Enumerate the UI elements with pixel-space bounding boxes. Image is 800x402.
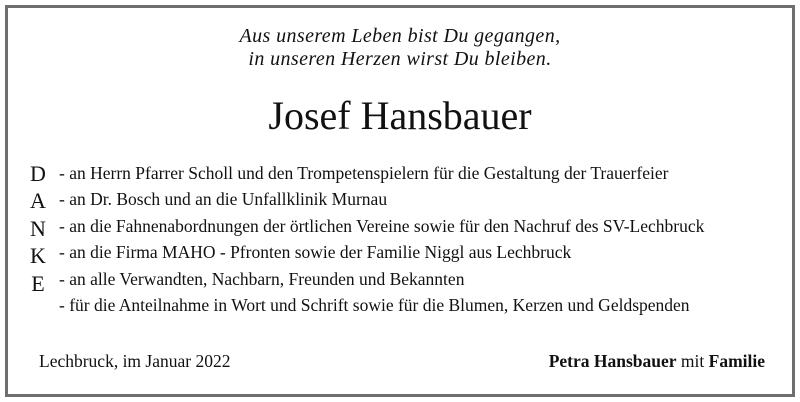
thanks-item: - an Dr. Bosch und an die Unfallklinik Murnau: [59, 189, 388, 210]
danke-vertical: [28, 160, 48, 297]
thanks-item: - an die Firma MAHO - Pfronten sowie der Familie Niggl aus Lechbruck: [59, 242, 572, 263]
danke-letter: D: [30, 161, 46, 186]
thanks-list: [59, 160, 704, 318]
danke-letter: N: [30, 215, 46, 241]
signature-name: Petra Hansbauer: [548, 351, 677, 371]
signature-mit: mit: [680, 351, 705, 371]
thanks-item: - an die Fahnenabordnungen der örtlichen Vereine sowie für den Nachruf des SV-Lechbruck: [59, 215, 705, 236]
deceased-name: Josef Hansbauer: [268, 93, 532, 138]
obituary-card: [5, 5, 795, 397]
place-date: Lechbruck, im Januar 2022: [39, 351, 231, 371]
danke-letter: E: [31, 270, 45, 296]
thanks-item: - an alle Verwandten, Nachbarn, Freunden und Bekannten: [59, 268, 465, 289]
thanks-item: - an Herrn Pfarrer Scholl und den Trompetenspielern für die Gestaltung der Trauerfeier: [59, 163, 669, 183]
signature-family: Familie: [708, 351, 765, 371]
motto: [8, 25, 792, 71]
thanks-item: - für die Anteilnahme in Wort und Schrift sowie für die Blumen, Kerzen und Geldspenden: [59, 295, 690, 316]
motto-line-1: Aus unserem Leben bist Du gegangen,: [239, 25, 561, 47]
danke-letter: A: [30, 188, 46, 214]
motto-line-2: in unseren Herzen wirst Du bleiben.: [248, 48, 552, 70]
danke-letter: K: [30, 243, 46, 269]
signature: [549, 350, 765, 372]
